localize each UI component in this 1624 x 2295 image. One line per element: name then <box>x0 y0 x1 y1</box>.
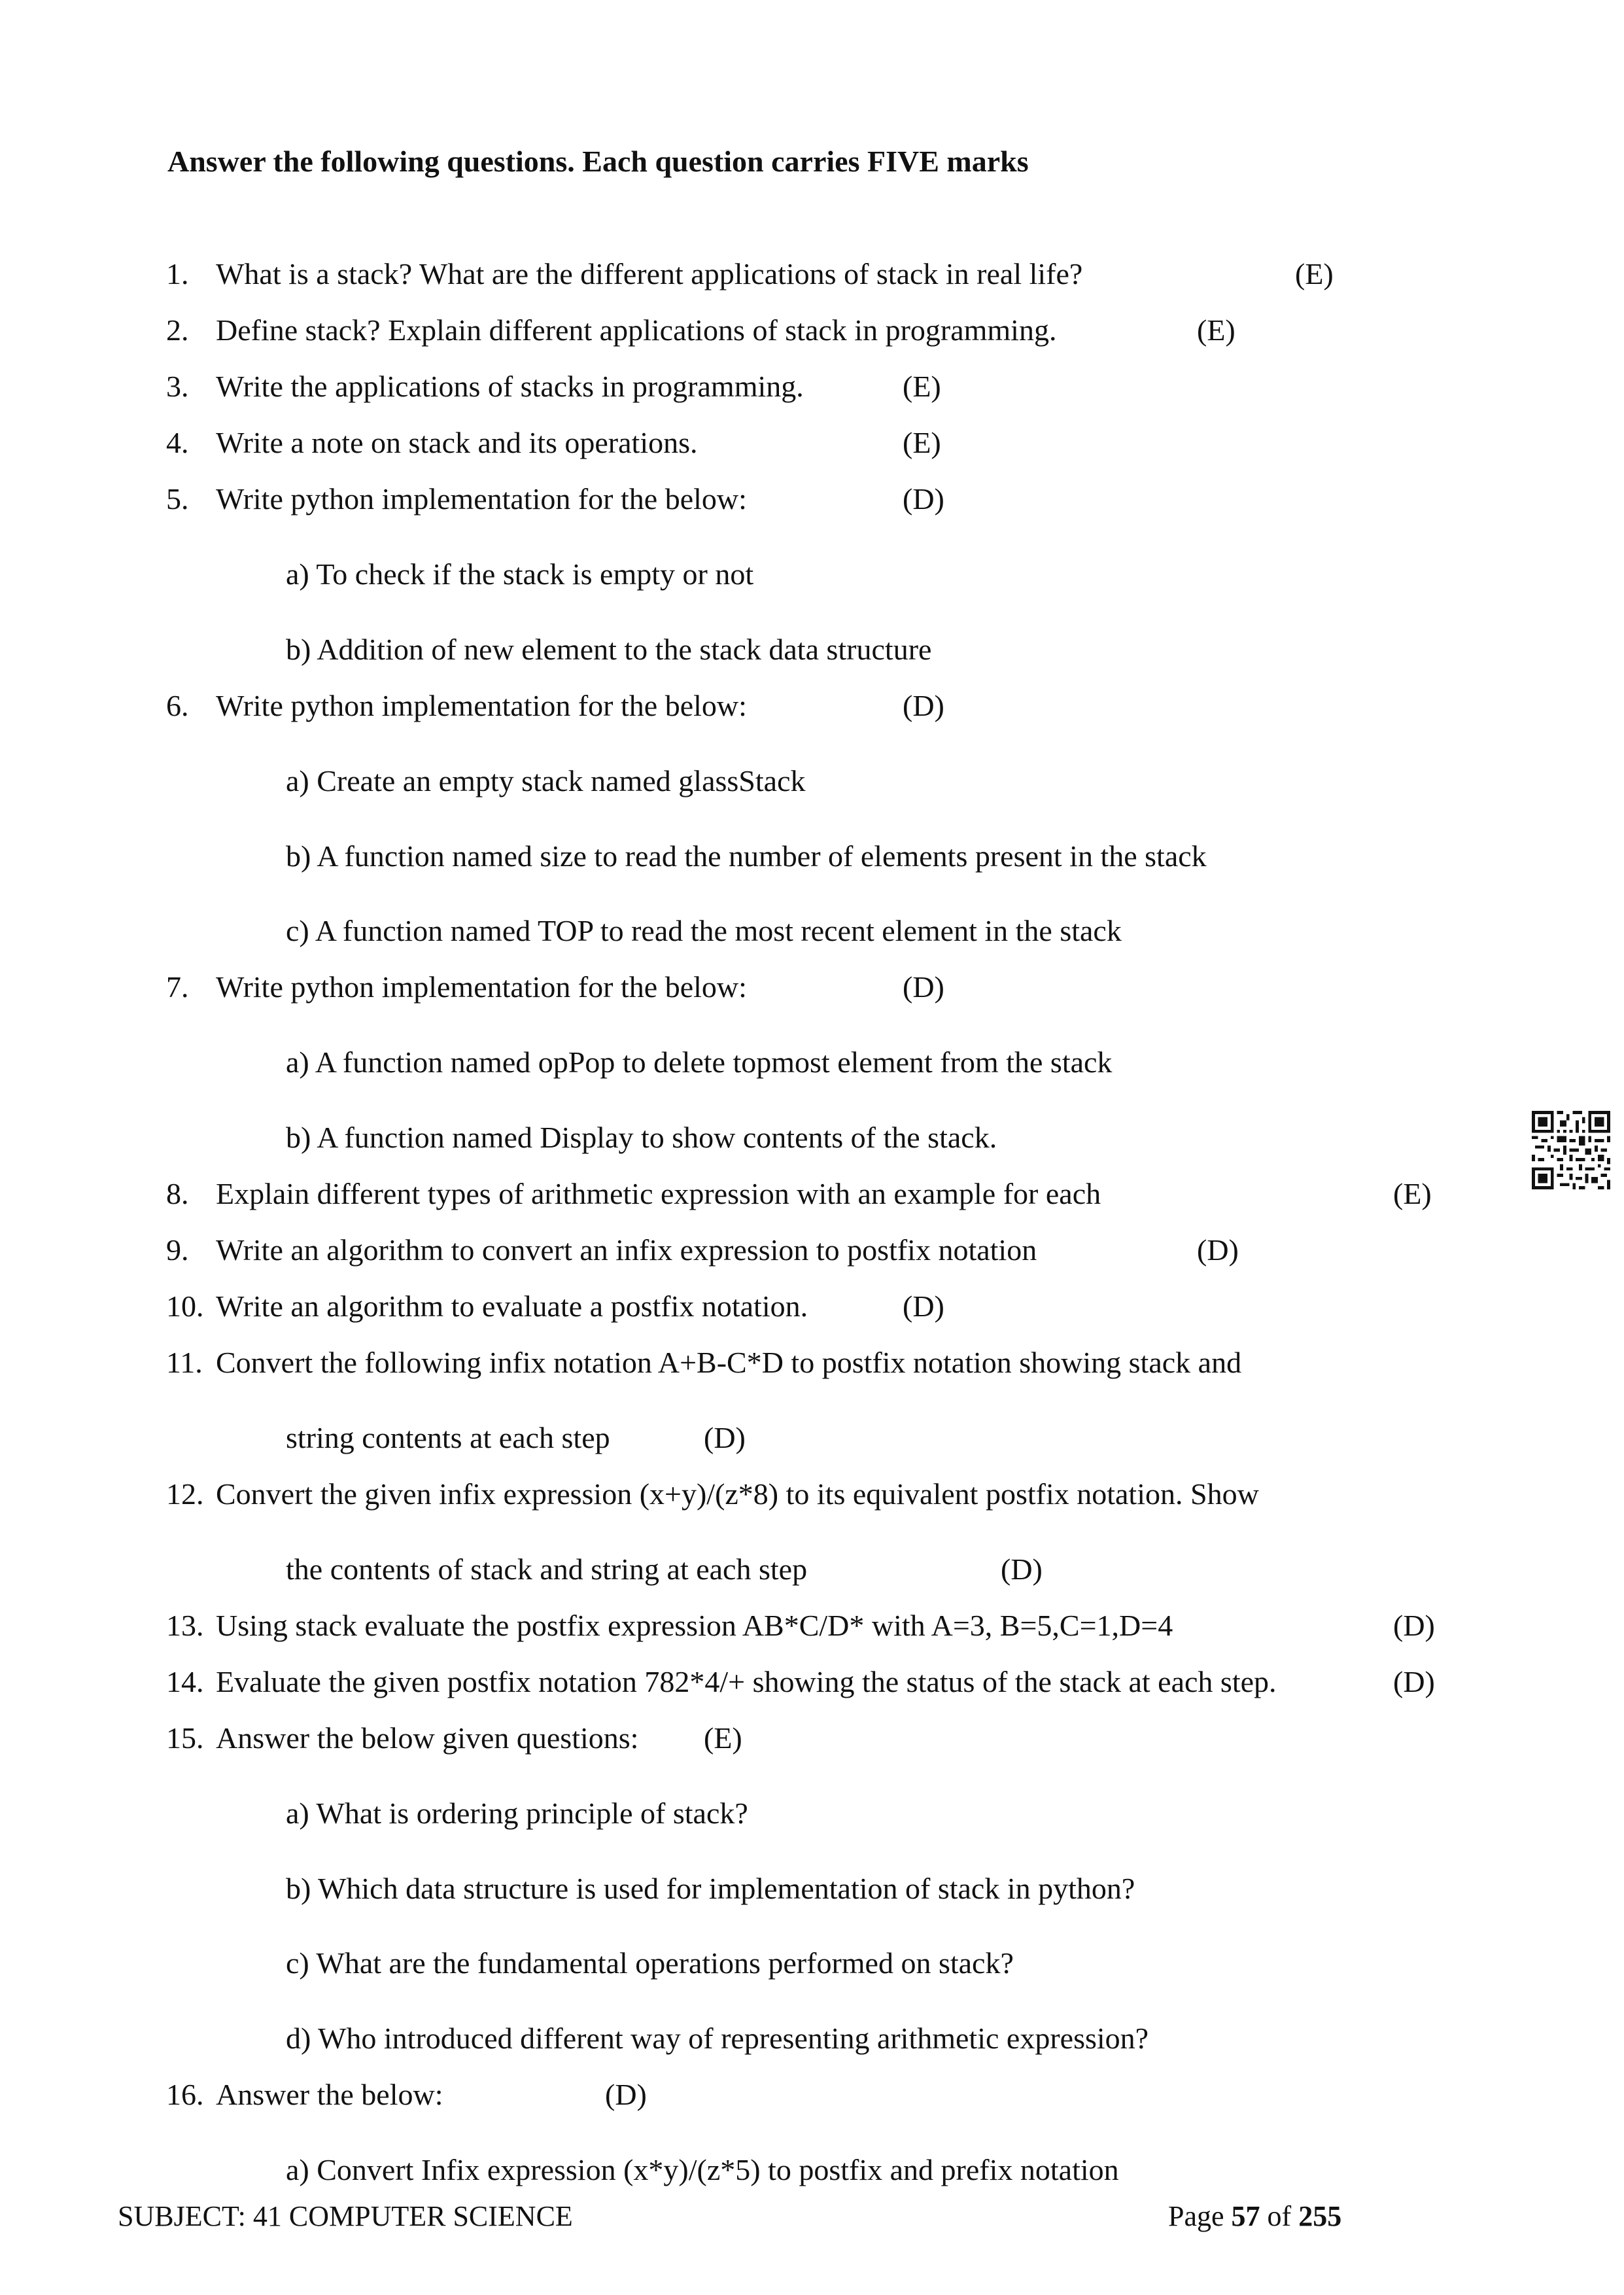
question-number: 5. <box>166 482 189 516</box>
sub-question-text: a) What is ordering principle of stack? <box>286 1796 748 1830</box>
question-number: 3. <box>166 370 189 403</box>
sub-question-text: a) A function named opPop to delete topmost element from the stack <box>286 1045 1113 1079</box>
question-number: 15. <box>166 1721 204 1755</box>
sub-question-text: a) Create an empty stack named glassStack <box>286 764 806 797</box>
difficulty-tag: (E) <box>903 426 941 459</box>
sub-question-text: d) Who introduced different way of representing arithmetic expression? <box>286 2022 1149 2055</box>
question-text: Answer the below given questions: <box>216 1721 639 1755</box>
question-number: 14. <box>166 1665 204 1698</box>
question-number: 1. <box>166 257 189 290</box>
question-text: Write the applications of stacks in programming. <box>216 370 804 403</box>
difficulty-tag: (E) <box>903 370 941 403</box>
difficulty-tag: (E) <box>1393 1177 1432 1210</box>
difficulty-tag: (D) <box>1197 1233 1239 1267</box>
difficulty-tag: (D) <box>903 482 944 516</box>
sub-question-text: b) A function named size to read the number of elements present in the stack <box>286 839 1207 873</box>
question-text: Write an algorithm to evaluate a postfix notation. <box>216 1289 808 1323</box>
question-text: Write python implementation for the below: <box>216 482 747 516</box>
footer-subject: SUBJECT: 41 COMPUTER SCIENCE <box>118 2200 573 2232</box>
difficulty-tag: (D) <box>903 970 944 1004</box>
page-total: 255 <box>1298 2200 1342 2232</box>
sub-question-text: c) What are the fundamental operations performed on stack? <box>286 1946 1014 1980</box>
page-heading: Answer the following questions. Each question carries FIVE marks <box>167 145 1029 178</box>
difficulty-tag: (D) <box>1393 1609 1435 1642</box>
question-text: Answer the below: <box>216 2078 443 2111</box>
qr-code-icon <box>1532 1111 1610 1189</box>
difficulty-tag: (E) <box>704 1721 742 1755</box>
difficulty-tag: (D) <box>903 689 944 722</box>
question-text: Convert the following infix notation A+B-C*D to postfix notation showing stack and <box>216 1346 1242 1379</box>
difficulty-tag: (E) <box>1197 313 1235 347</box>
sub-question-text: a) To check if the stack is empty or not <box>286 557 754 591</box>
difficulty-tag: (D) <box>704 1421 746 1454</box>
question-number: 11. <box>166 1346 203 1379</box>
difficulty-tag: (D) <box>1001 1552 1043 1586</box>
question-number: 10. <box>166 1289 204 1323</box>
sub-question-text: b) Addition of new element to the stack data structure <box>286 633 932 666</box>
difficulty-tag: (D) <box>903 1289 944 1323</box>
question-number: 7. <box>166 970 189 1004</box>
page-prefix: Page <box>1168 2200 1224 2232</box>
question-text: Define stack? Explain different applications of stack in programming. <box>216 313 1057 347</box>
page-current: 57 <box>1231 2200 1260 2232</box>
sub-question-text: b) Which data structure is used for implementation of stack in python? <box>286 1872 1135 1905</box>
difficulty-tag: (D) <box>605 2078 647 2111</box>
question-number: 13. <box>166 1609 204 1642</box>
question-text: Write a note on stack and its operations. <box>216 426 698 459</box>
question-number: 12. <box>166 1477 204 1511</box>
sub-question-text: b) A function named Display to show contents of the stack. <box>286 1121 997 1154</box>
question-continuation-text: the contents of stack and string at each step <box>286 1552 808 1586</box>
question-continuation-text: string contents at each step <box>286 1421 610 1454</box>
question-text: Using stack evaluate the postfix expression AB*C/D* with A=3, B=5,C=1,D=4 <box>216 1609 1173 1642</box>
sub-question-text: a) Convert Infix expression (x*y)/(z*5) to postfix and prefix notation <box>286 2153 1119 2186</box>
page-of: of <box>1267 2200 1292 2232</box>
question-text: Write python implementation for the below: <box>216 689 747 722</box>
question-text: What is a stack? What are the different applications of stack in real life? <box>216 257 1083 290</box>
question-number: 2. <box>166 313 189 347</box>
question-number: 4. <box>166 426 189 459</box>
question-text: Write python implementation for the below: <box>216 970 747 1004</box>
question-number: 16. <box>166 2078 204 2111</box>
difficulty-tag: (D) <box>1393 1665 1435 1698</box>
question-text: Convert the given infix expression (x+y)/(z*8) to its equivalent postfix notation. Show <box>216 1477 1259 1511</box>
question-number: 8. <box>166 1177 189 1210</box>
footer-page-number <box>1168 2199 1341 2233</box>
question-number: 9. <box>166 1233 189 1267</box>
question-text: Explain different types of arithmetic expression with an example for each <box>216 1177 1101 1210</box>
question-text: Evaluate the given postfix notation 782*4/+ showing the status of the stack at each step. <box>216 1665 1277 1698</box>
question-number: 6. <box>166 689 189 722</box>
question-text: Write an algorithm to convert an infix expression to postfix notation <box>216 1233 1037 1267</box>
difficulty-tag: (E) <box>1295 257 1334 290</box>
sub-question-text: c) A function named TOP to read the most recent element in the stack <box>286 914 1122 947</box>
